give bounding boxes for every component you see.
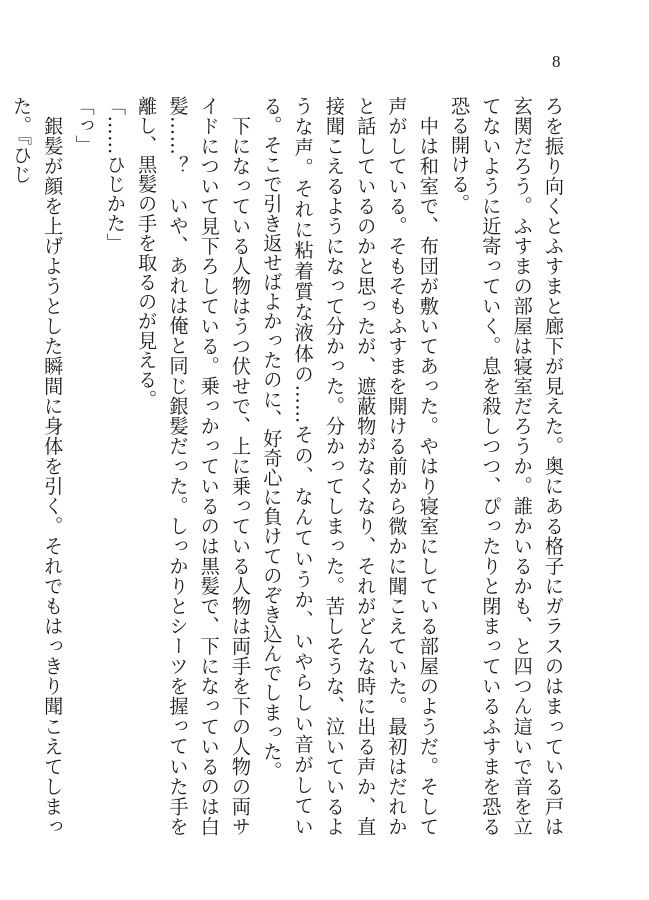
body-text <box>9 96 569 836</box>
dialogue-line-1: 「……ひじかた」 <box>103 96 127 253</box>
paragraph-3: 下になっている人物はうつ伏せで、上に乗っている人物は両手を下の人物の両サイドについて見下ろしている。乗っかっているのは黒髪で、下になっているのは白髪……？ いや、あれは俺と同じ銀髪だった。しっかりとシーツを握っていた手を離し、黒髪の手を取るのが見える。 <box>135 96 253 836</box>
page-number: 8 <box>552 52 561 71</box>
paragraph-2: 中は和室で、布団が敷いてあった。やはり寝室にしている部屋のようだ。そして声がしている。そもそもふすまを開ける前から微かに聞こえていた。最初はだれかと話しているのかと思ったが、遮蔽物がなくなり、それがどんな時に出る声か、直接聞こえるようになって分かった。分かってしまった。苦しそうな、泣いているような声。それに粘着質な液体の……その、なんていうか、いやらしい音がしている。そこで引き返せばよかったのに、好奇心に負けてのぞき込んでしまった。 <box>260 96 440 836</box>
paragraph-1: ろを振り向くとふすまと廊下が見えた。奥にある格子にガラスのはまっている戸は玄関だろう。ふすまの部屋は寝室だろうか。誰かいるかも、と四つん這いで音を立てないように近寄っていく。息を殺しつつ、ぴったりと閉まっているふすまを恐る恐る開ける。 <box>448 96 565 836</box>
paragraph-4: 銀髪が顔を上げようとした瞬間に身体を引く。それでもはっきり聞こえてしまった。『ひじ <box>9 96 65 836</box>
dialogue-line-2: 「っ」 <box>72 96 96 155</box>
